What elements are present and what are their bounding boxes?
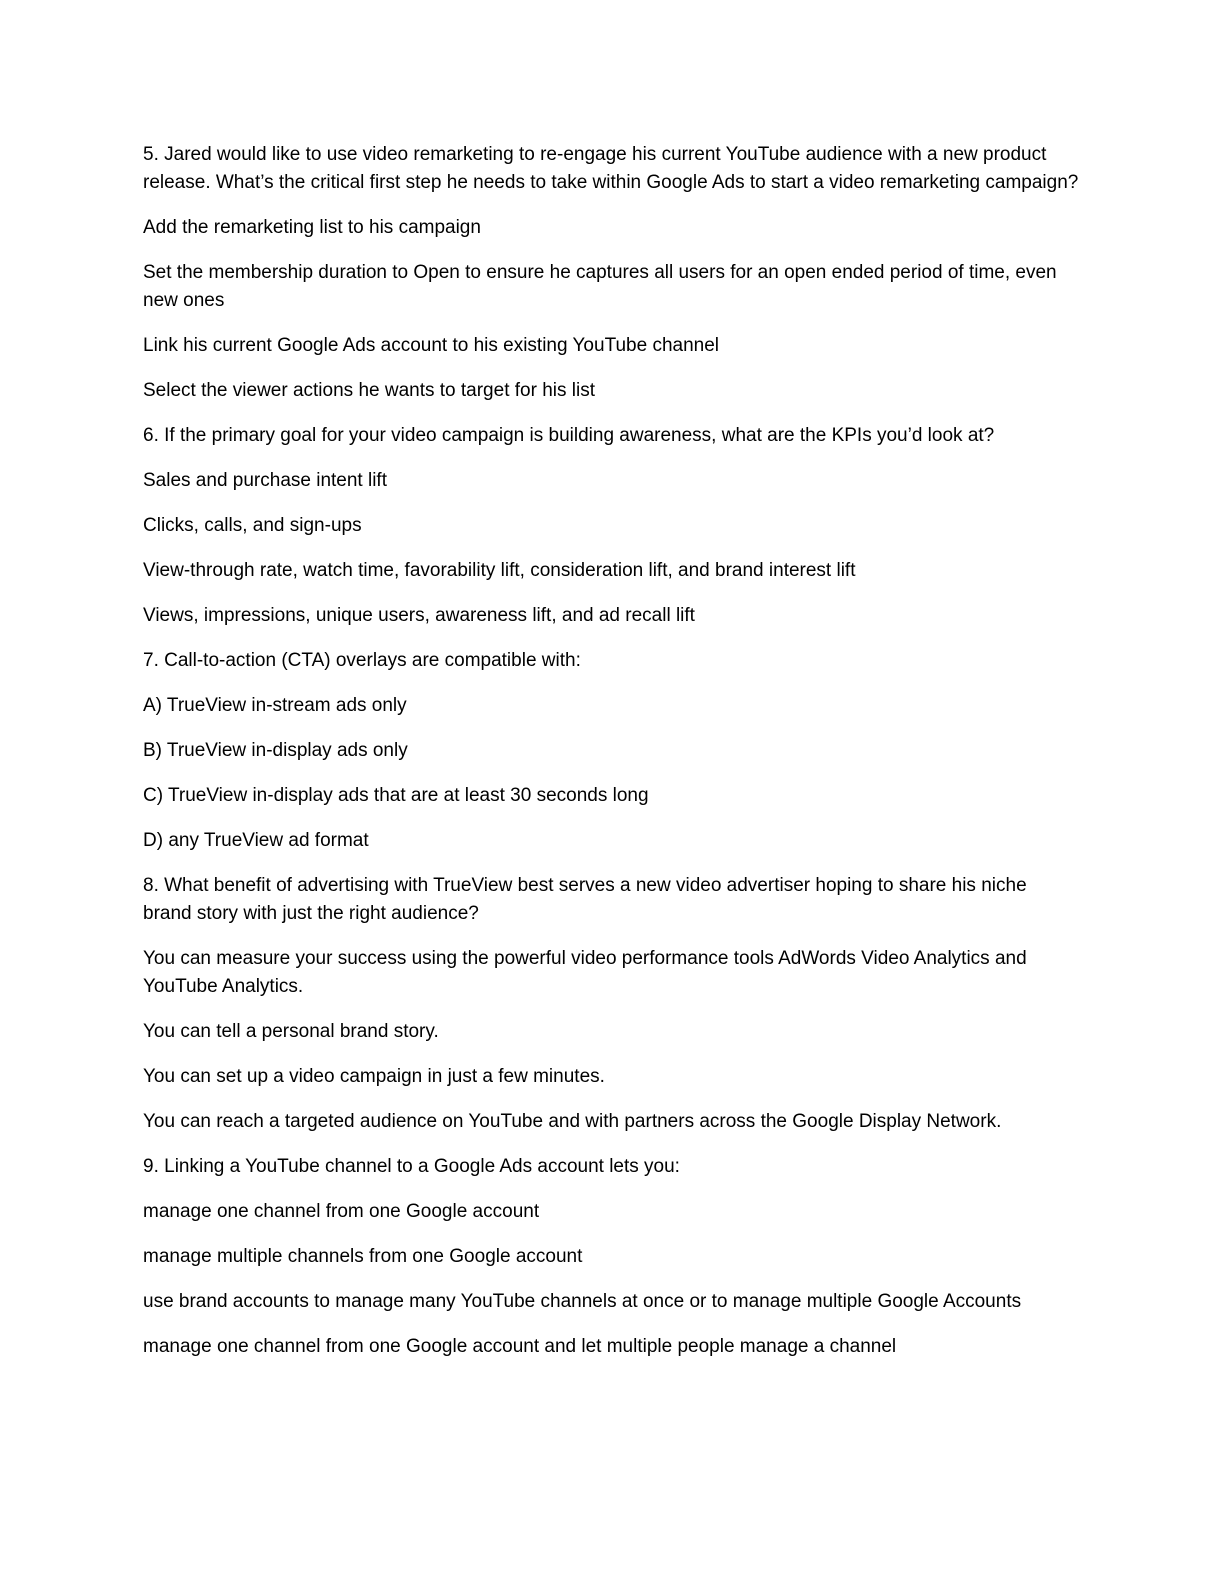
question-6-option-2: Clicks, calls, and sign-ups — [143, 515, 362, 536]
question-block-7 — [143, 647, 1080, 855]
question-block-5 — [143, 141, 1080, 405]
question-9-text: 9. Linking a YouTube channel to a Google Ads account lets you: — [143, 1156, 680, 1177]
question-5-option-4: Select the viewer actions he wants to target for his list — [143, 380, 595, 401]
question-6-text: 6. If the primary goal for your video campaign is building awareness, what are the KPIs you’d look at? — [143, 425, 995, 446]
question-8-text: 8. What benefit of advertising with TrueView best serves a new video advertiser hoping to share his niche brand story with just the right audience? — [143, 875, 1027, 924]
question-8-option-4: You can reach a targeted audience on YouTube and with partners across the Google Display Network. — [143, 1111, 1002, 1132]
question-9-option-4: manage one channel from one Google account and let multiple people manage a channel — [143, 1336, 897, 1357]
question-5-option-1: Add the remarketing list to his campaign — [143, 217, 481, 238]
question-8-option-3: You can set up a video campaign in just a few minutes. — [143, 1066, 605, 1087]
question-6-option-1: Sales and purchase intent lift — [143, 470, 387, 491]
question-9-option-3: use brand accounts to manage many YouTube channels at once or to manage multiple Google Accounts — [143, 1291, 1022, 1312]
question-7-option-a: A) TrueView in-stream ads only — [143, 695, 407, 716]
question-block-6 — [143, 422, 1080, 630]
question-7-option-c: C) TrueView in-display ads that are at least 30 seconds long — [143, 785, 649, 806]
question-7-option-b: B) TrueView in-display ads only — [143, 740, 408, 761]
question-7-text: 7. Call-to-action (CTA) overlays are compatible with: — [143, 650, 581, 671]
question-8-option-1: You can measure your success using the powerful video performance tools AdWords Video Analytics and YouTube Analytics. — [143, 948, 1027, 997]
question-7-option-d: D) any TrueView ad format — [143, 830, 369, 851]
question-9-option-1: manage one channel from one Google account — [143, 1201, 540, 1222]
question-5-text: 5. Jared would like to use video remarketing to re-engage his current YouTube audience with a new product release. What’s the critical first step he needs to take within Google Ads to start a video remarketing campaign? — [143, 144, 1079, 193]
question-block-8 — [143, 872, 1080, 1136]
question-6-option-3: View-through rate, watch time, favorability lift, consideration lift, and brand interest lift — [143, 560, 856, 581]
question-block-9 — [143, 1153, 1080, 1361]
question-6-option-4: Views, impressions, unique users, awareness lift, and ad recall lift — [143, 605, 695, 626]
question-8-option-2: You can tell a personal brand story. — [143, 1021, 439, 1042]
question-9-option-2: manage multiple channels from one Google account — [143, 1246, 583, 1267]
question-5-option-3: Link his current Google Ads account to his existing YouTube channel — [143, 335, 720, 356]
question-5-option-2: Set the membership duration to Open to ensure he captures all users for an open ended period of time, even new ones — [143, 262, 1057, 311]
